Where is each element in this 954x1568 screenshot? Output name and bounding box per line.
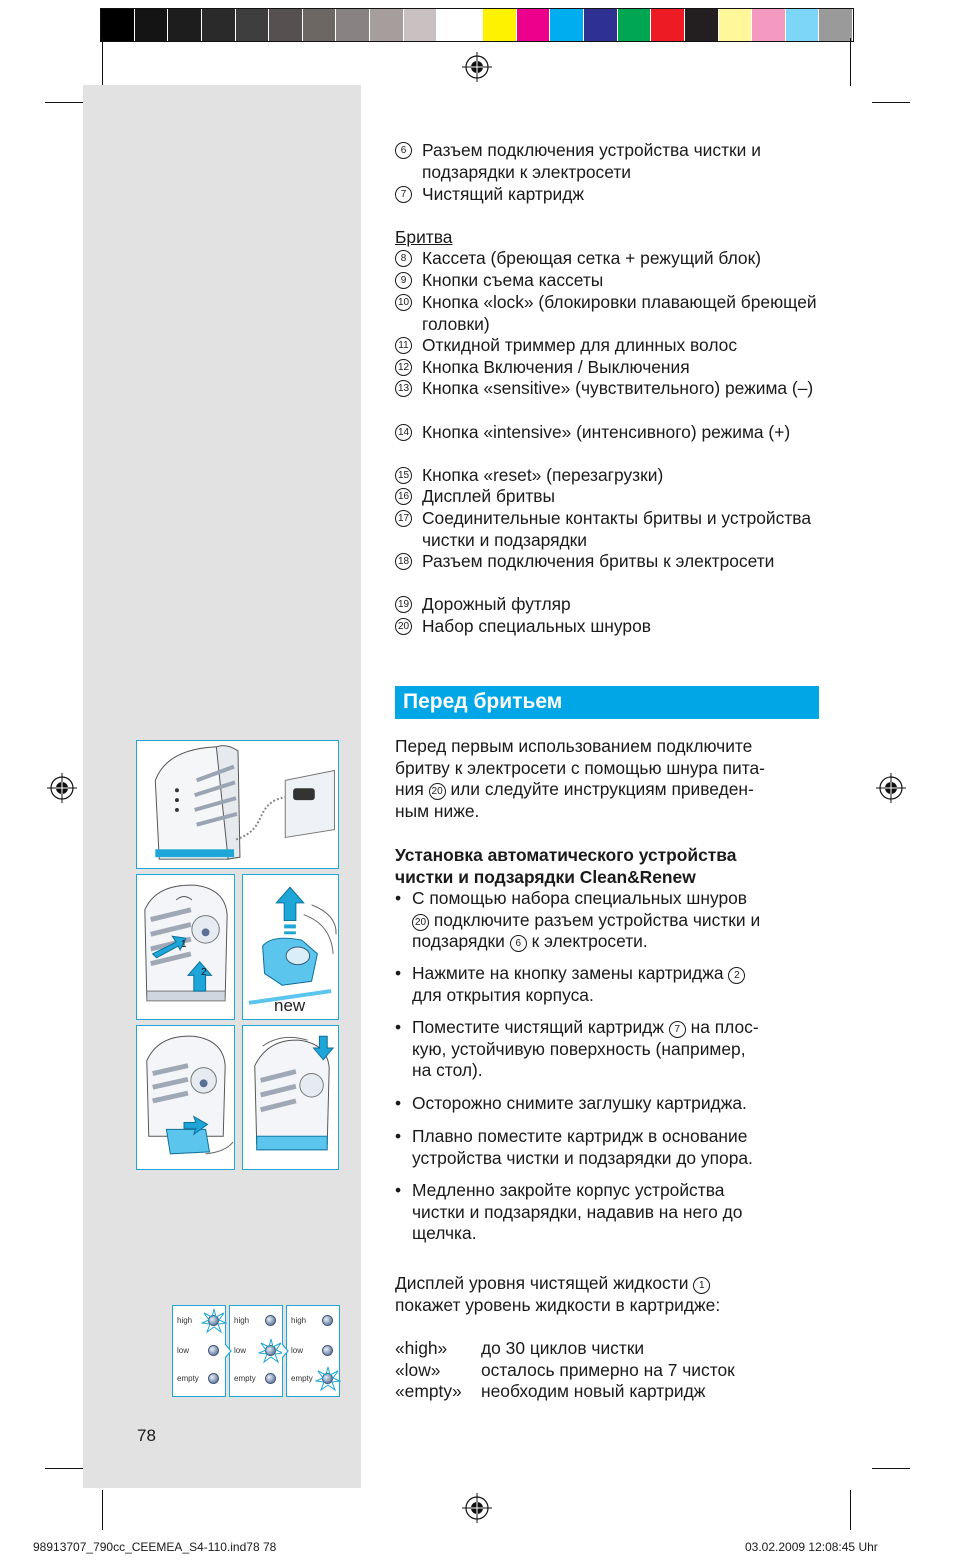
footer-timestamp: 03.02.2009 12:08:45 Uhr <box>745 1540 878 1554</box>
part-item <box>395 378 825 400</box>
part-number: 19 <box>395 596 412 613</box>
color-bar-gap <box>471 9 483 41</box>
indicator-light-icon <box>265 1373 276 1384</box>
bullet-text: на плос- <box>690 1017 759 1037</box>
level-label-empty: empty <box>234 1374 256 1383</box>
part-text: Разъем подключения бритвы к электросети <box>422 551 775 571</box>
part-item <box>395 551 825 573</box>
part-text: Кнопка «lock» (блокировки плавающей бреющей головки) <box>422 292 817 334</box>
level-row <box>395 1360 735 1382</box>
color-swatch <box>517 9 551 41</box>
intro-line: Перед первым использованием подключите <box>395 736 753 756</box>
blink-star-icon <box>201 1308 227 1334</box>
level-label-low: low <box>234 1346 247 1355</box>
color-swatch <box>685 9 719 41</box>
ref-number: 20 <box>412 914 429 931</box>
intro-text: ния <box>395 779 424 800</box>
ref-number: 2 <box>728 967 745 984</box>
bullet-text: устройства чистки и подзарядки до упора. <box>412 1147 753 1168</box>
install-heading-line: Установка автоматического устройства <box>395 845 737 865</box>
level-panel-empty <box>286 1305 340 1397</box>
chevron-right-icon <box>224 1343 232 1359</box>
figure-close-station <box>242 1025 339 1170</box>
part-item <box>395 357 825 379</box>
ref-number: 1 <box>693 1277 710 1294</box>
part-item <box>395 616 825 638</box>
part-text: Соединительные контакты бритвы и устройства чистки и подзарядки <box>422 508 812 550</box>
part-text: Кнопки съема кассеты <box>422 270 604 290</box>
level-row <box>395 1381 735 1403</box>
level-key: «high» <box>395 1338 448 1358</box>
color-swatch <box>404 9 438 41</box>
part-text: Чистящий картридж <box>422 184 585 204</box>
bullet-text: подзарядки <box>412 931 505 952</box>
display-text: покажет уровень жидкости в картридже: <box>395 1294 721 1315</box>
bullet-text: подключите разъем устройства чистки и <box>433 909 761 930</box>
bullet-item: • Плавно поместите картридж в основание устройства чистки и подзарядки до упора. <box>395 1126 753 1168</box>
intro-line: бритву к электросети с помощью шнура пита- <box>395 757 765 778</box>
color-swatch <box>202 9 236 41</box>
figure-station-plug <box>136 740 339 869</box>
part-text: Откидной триммер для длинных волос <box>422 335 738 355</box>
color-swatch <box>101 9 135 41</box>
display-text: Дисплей уровня чистящей жидкости <box>395 1273 689 1293</box>
figure-open-station <box>136 874 235 1020</box>
level-label-empty: empty <box>177 1374 199 1383</box>
part-item <box>395 422 825 444</box>
bullet-text: Поместите чистящий картридж <box>412 1017 664 1037</box>
level-label-high: high <box>291 1316 307 1325</box>
new-cartridge-label: new <box>274 996 306 1015</box>
level-value: до 30 циклов чистки <box>481 1338 645 1358</box>
footer-file-info: 98913707_790cc_CEEMEA_S4-110.ind78 78 <box>33 1540 277 1554</box>
part-number: 7 <box>395 186 412 203</box>
ref-number: 7 <box>669 1021 686 1038</box>
color-swatch <box>550 9 584 41</box>
color-swatch <box>336 9 370 41</box>
level-value: осталось примерно на 7 чисток <box>481 1359 735 1380</box>
intro-line: ным ниже. <box>395 801 480 822</box>
bullet-text: на стол). <box>412 1060 483 1081</box>
bullet-item: • Поместите чистящий картридж 7 на плос- кую, устойчивую поверхность (например, на стол). <box>395 1017 759 1081</box>
crop-mark <box>872 1468 910 1469</box>
ref-number: 20 <box>429 783 446 800</box>
color-swatch <box>135 9 169 41</box>
part-text: Кнопка «intensive» (интенсивного) режима (+) <box>422 422 791 442</box>
color-swatch <box>752 9 786 41</box>
part-item <box>395 486 825 508</box>
install-heading-line: чистки и подзарядки Clean&Renew <box>395 866 696 887</box>
bullet-text: щелчка. <box>412 1223 477 1244</box>
step-number-2: 2 <box>201 967 207 978</box>
level-label-high: high <box>234 1316 250 1325</box>
registration-mark-icon <box>462 52 492 82</box>
color-swatch <box>483 9 517 41</box>
part-number: 16 <box>395 488 412 505</box>
level-key: «low» <box>395 1359 441 1380</box>
part-item <box>395 508 825 551</box>
blink-star-icon <box>315 1366 341 1392</box>
part-text: Дисплей бритвы <box>422 486 556 506</box>
color-swatch <box>786 9 820 41</box>
color-swatch <box>269 9 303 41</box>
bullet-text: Нажмите на кнопку замены картриджа <box>412 963 724 983</box>
ref-number: 6 <box>510 935 527 952</box>
part-text: Кнопка «reset» (перезагрузки) <box>422 465 664 485</box>
color-calibration-bar <box>100 8 854 42</box>
indicator-light-icon <box>322 1345 333 1356</box>
part-item <box>395 292 825 335</box>
part-item <box>395 140 825 183</box>
color-swatch <box>168 9 202 41</box>
part-item <box>395 248 825 270</box>
indicator-light-icon <box>208 1373 219 1384</box>
part-text: Набор специальных шнуров <box>422 616 651 636</box>
indicator-light-icon <box>208 1345 219 1356</box>
color-swatch <box>370 9 404 41</box>
bullet-text: для открытия корпуса. <box>412 984 594 1005</box>
part-number: 14 <box>395 424 412 441</box>
page-number: 78 <box>137 1426 156 1445</box>
part-text: Разъем подключения устройства чистки и подзарядки к электросети <box>422 140 761 182</box>
part-number: 6 <box>395 142 412 159</box>
shaver-heading: Бритва <box>395 227 453 247</box>
install-heading <box>395 845 736 888</box>
color-swatch <box>584 9 618 41</box>
part-number: 12 <box>395 359 412 376</box>
part-number: 9 <box>395 272 412 289</box>
level-panel-low <box>229 1305 283 1397</box>
level-table <box>395 1338 735 1403</box>
crop-mark <box>850 38 851 86</box>
part-text: Кнопка Включения / Выключения <box>422 357 690 377</box>
color-swatch <box>236 9 270 41</box>
crop-mark <box>45 1468 83 1469</box>
crop-mark <box>102 1490 103 1530</box>
part-number: 17 <box>395 510 412 527</box>
part-text: Кнопка «sensitive» (чувствительного) режима (–) <box>422 378 814 398</box>
indicator-light-icon <box>322 1315 333 1326</box>
bullet-item: • Осторожно снимите заглушку картриджа. <box>395 1093 825 1115</box>
bullet-item: • Медленно закройте корпус устройства чистки и подзарядки, надавив на него до щелчка. <box>395 1180 743 1244</box>
bullet-text: Плавно поместите картридж в основание <box>412 1126 748 1146</box>
part-number: 20 <box>395 618 412 635</box>
registration-mark-icon <box>876 773 906 803</box>
bullet-text: Медленно закройте корпус устройства <box>412 1180 725 1200</box>
registration-mark-icon <box>47 773 77 803</box>
crop-mark <box>850 1490 851 1530</box>
part-number: 15 <box>395 467 412 484</box>
bullet-text: кую, устойчивую поверхность (например, <box>412 1038 746 1059</box>
color-swatch <box>618 9 652 41</box>
level-label-low: low <box>177 1346 190 1355</box>
crop-mark <box>45 102 83 103</box>
color-swatch <box>651 9 685 41</box>
bullet-line: С помощью набора специальных шнуров <box>412 888 748 908</box>
part-number: 18 <box>395 553 412 570</box>
level-label-empty: empty <box>291 1374 313 1383</box>
registration-mark-icon <box>462 1493 492 1523</box>
color-swatch <box>819 9 853 41</box>
part-item <box>395 184 825 206</box>
level-key: «empty» <box>395 1381 462 1402</box>
display-paragraph <box>395 1273 720 1316</box>
intro-line <box>395 779 825 801</box>
crop-mark <box>872 102 910 103</box>
part-item <box>395 465 825 487</box>
chevron-right-icon <box>281 1343 289 1359</box>
bullet-text: чистки и подзарядки, надавив на него до <box>412 1201 743 1222</box>
level-row <box>395 1338 735 1360</box>
color-swatch <box>437 9 471 41</box>
indicator-light-icon <box>265 1315 276 1326</box>
level-label-high: high <box>177 1316 193 1325</box>
part-text: Кассета (бреющая сетка + режущий блок) <box>422 248 761 268</box>
part-item <box>395 594 825 616</box>
part-number: 11 <box>395 337 412 354</box>
section-title: Перед бритьем <box>395 686 819 719</box>
level-value: необходим новый картридж <box>481 1381 706 1402</box>
crop-mark <box>102 38 103 86</box>
part-item <box>395 270 825 292</box>
step-number-1: 1 <box>181 939 187 950</box>
color-swatch <box>719 9 753 41</box>
figure-insert-cartridge <box>136 1025 235 1170</box>
bullet-text: к электросети. <box>531 931 648 952</box>
part-number: 10 <box>395 294 412 311</box>
bullet-item: • Нажмите на кнопку замены картриджа 2 для открытия корпуса. <box>395 963 825 1006</box>
level-panel-high <box>172 1305 226 1397</box>
intro-text: или следуйте инструкциям приведен- <box>450 779 754 800</box>
bullet-text: Осторожно снимите заглушку картриджа. <box>412 1093 747 1113</box>
level-label-low: low <box>291 1346 304 1355</box>
intro-paragraph <box>395 736 825 823</box>
part-item <box>395 335 825 357</box>
bullet-item: • С помощью набора специальных шнуров 20 подключите разъем устройства чистки и подзарядки 6 к электросети. <box>395 888 761 952</box>
part-text: Дорожный футляр <box>422 594 571 614</box>
color-swatch <box>303 9 337 41</box>
part-number: 8 <box>395 250 412 267</box>
part-number: 13 <box>395 380 412 397</box>
